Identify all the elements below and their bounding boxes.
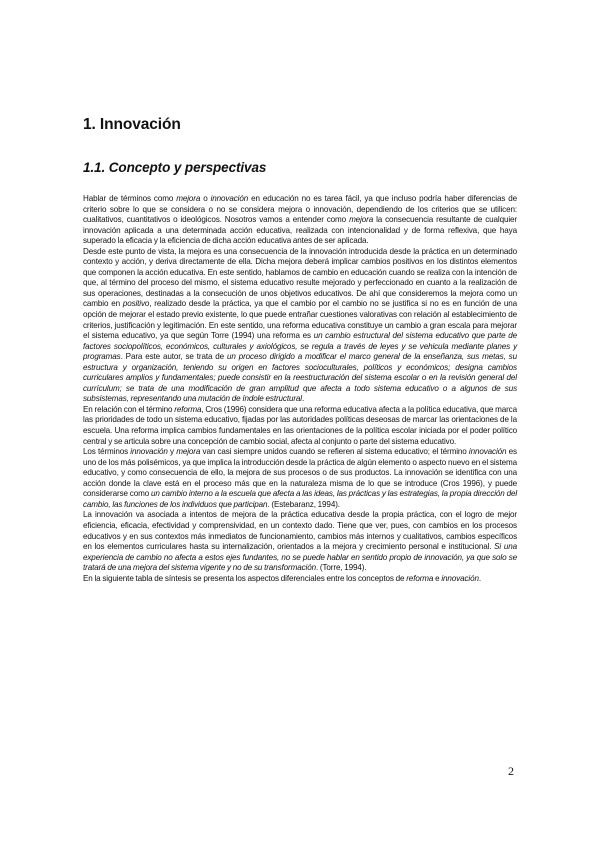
italic-text-run: mejora bbox=[176, 447, 201, 457]
text-run: en educación no es tarea fácil, ya que incluso podría haber diferencias de criterio sobre lo que se considera o no se considera mejora o innovación, dependiendo de los criterios que se utilicen: cualitativos, cuantitativos o ideológicos. Nosotros vamos a entender como bbox=[83, 194, 517, 225]
text-run: , Cros (1996) considera que una reforma educativa afecta a la política educativa, que marca las prioridades de todo un sistema educativo, fijadas por las autoridades políticas deseosas de marcar las orientaciones de la escuela. Una reforma implica cambios fundamentales en las orientaciones de la política escolar iniciada por el poder político central y se articula sobre una concepción de cambio social, afecta al conjunto o parte del sistema educativo. bbox=[83, 404, 517, 446]
italic-text-run: innovación bbox=[468, 447, 507, 457]
text-run: En la siguiente tabla de síntesis se presenta los aspectos diferenciales entre los conceptos de bbox=[83, 573, 407, 583]
text-run: La innovación va asociada a intentos de mejora de la práctica educativa desde la propia práctica, con el logro de mejor eficiencia, eficacia, efectividad y comprensividad, en un contexto dado. Tiene que ver, pues, con cambios en los procesos educativos y en sus contextos más inmediatos de funcionamiento, cambios más internos y cualitativos, cambios específicos en los elementos curriculares hasta su internalización, orientados a la mejora y crecimiento personal e institucional. bbox=[83, 510, 517, 552]
page-number: 2 bbox=[508, 764, 514, 778]
italic-text-run: mejora bbox=[176, 194, 201, 203]
paragraph bbox=[83, 405, 517, 447]
text-run: En relación con el término bbox=[83, 404, 175, 414]
text-run: o bbox=[200, 194, 211, 203]
italic-text-run: innovación bbox=[441, 573, 479, 583]
paragraph bbox=[83, 510, 517, 573]
text-run: . Para este autor, se trata de bbox=[120, 352, 227, 362]
italic-text-run: un proceso dirigido a modificar el marco general de la enseñanza, sus metas, su estructura y organización, teniendo su origen en factores socioculturales, políticos y económicos; designa cambios curriculares amplios y fundamentales; puede consistir en la reestructuración del sistema escolar o en la revisión general del currículum; se trata de una modificación de gran amplitud que afecta a todo sistema educativo o a algunos de sus subsistemas, representando una mutación de índole estructural bbox=[83, 352, 517, 404]
italic-text-run: innovación bbox=[210, 194, 249, 203]
paragraph bbox=[83, 447, 517, 510]
italic-text-run: mejora bbox=[349, 215, 374, 225]
italic-text-run: un cambio interno a la escuela que afecta a las ideas, las prácticas y las estrategias, la propia dirección del cambio, las funciones de los individuos que participan bbox=[83, 489, 518, 509]
italic-text-run: reforma bbox=[174, 404, 202, 414]
italic-text-run: innovación bbox=[130, 447, 168, 457]
body-text bbox=[83, 194, 517, 584]
paragraph bbox=[83, 194, 517, 247]
text-run: . (Torre, 1994). bbox=[315, 563, 367, 573]
text-run: y bbox=[167, 447, 177, 457]
text-run: e bbox=[433, 573, 442, 583]
chapter-title: 1. Innovación bbox=[83, 116, 181, 133]
text-run: Hablar de términos como bbox=[83, 194, 177, 203]
text-run: es uno de los más polisémicos, ya que implica la introducción desde la práctica de algún elemento o aspecto nuevo en el sistema educativo, y como consecuencia de ello, la mejora de sus procesos o de sus productos. La innovación se identifica con una acción donde la clave está en el proceso más que en la naturaleza misma de lo que se introduce (Cros 1996), y puede considerarse como bbox=[83, 447, 517, 499]
text-run: . (Estebaranz, 1994). bbox=[267, 499, 340, 509]
paragraph bbox=[83, 574, 517, 585]
italic-text-run: reforma bbox=[406, 573, 434, 583]
text-run: , realizado desde la práctica, ya que el cambio por el cambio no se justifica si no es en función de una opción de mejorar el estado previo existente, lo que puede entrañar cuestiones valorativas con relación al establecimiento de criterios, justificación y legitimación. En este sentido, una reforma educativa constituye un cambio a gran escala para mejorar el sistema educativo, ya que según Torre (1994) una reforma es bbox=[83, 299, 517, 341]
text-run: . bbox=[478, 573, 481, 583]
text-run: Los términos bbox=[83, 447, 131, 457]
italic-text-run: Si una experiencia de cambio no afecta a estos ejes fundantes, no se puede hablar en sentido propio de innovación, ya que solo se tratará de una mejora del sistema vigente y no de su transformación bbox=[83, 542, 517, 573]
text-run: Desde este punto de vista, la mejora es una consecuencia de la innovación introducida desde la práctica en un determinado contexto y acción, y deriva directamente de ella. Dicha mejora deberá implicar cambios positivos en los distintos elementos que componen la acción educativa. En este sentido, hablamos de cambio en educación cuando se realiza con la intención de que, al término del proceso del mismo, el sistema educativo resulte mejorado y perfeccionado en cuanto a la realización de sus operaciones, destinadas a la consecución de unos objetivos educativos. De ahí que consideremos la mejora como un cambio en bbox=[83, 246, 517, 309]
italic-text-run: un cambio estructural del sistema educativo que parte de factores sociopolíticos, económicos, culturales y axiológicos, se regula a través de leyes y se vehicula mediante planes y programas bbox=[83, 331, 517, 362]
text-run: . bbox=[302, 394, 305, 404]
text-run: la consecuencia resultante de cualquier innovación aplicada a una determinada acción educativa, realizada con intencionalidad y de forma reflexiva, que haya superado la eficacia y la eficiencia de dicha acción educativa antes de ser aplicada. bbox=[83, 215, 518, 246]
section-title: 1.1. Concepto y perspectivas bbox=[83, 160, 267, 175]
italic-text-run: positivo bbox=[122, 299, 150, 309]
paragraph bbox=[83, 247, 517, 405]
text-run: van casi siempre unidos cuando se refieren al sistema educativo; el término bbox=[200, 447, 469, 457]
